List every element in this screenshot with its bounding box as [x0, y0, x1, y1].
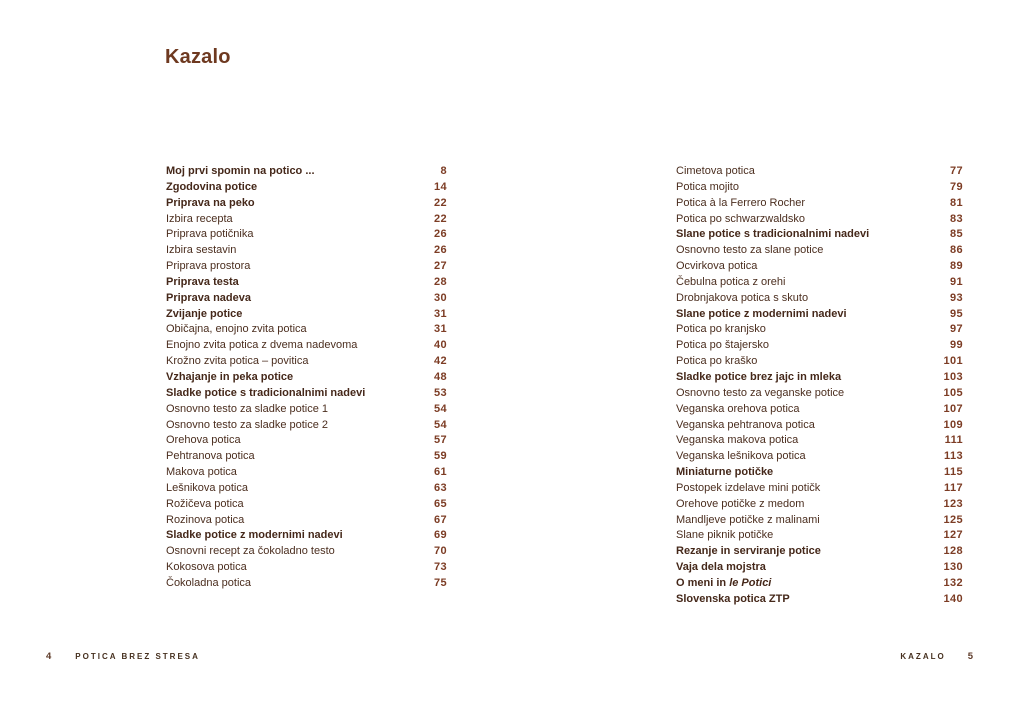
toc-entry-label: Priprava prostora — [166, 260, 251, 273]
toc-entry-page: 117 — [944, 481, 963, 494]
toc-entry-label: Kokosova potica — [166, 561, 247, 574]
toc-entry-page: 93 — [949, 291, 963, 304]
toc-entry-page: 113 — [944, 450, 963, 463]
toc-entry-label: Lešnikova potica — [166, 481, 248, 494]
toc-entry-page: 31 — [433, 307, 447, 320]
toc-entry-label: Ocvirkova potica — [676, 260, 758, 273]
toc-entry — [166, 307, 447, 323]
toc-entry-label: Pehtranova potica — [166, 450, 255, 463]
toc-entry-page: 125 — [943, 513, 963, 526]
toc-entry — [676, 560, 963, 576]
toc-entry-label: Miniaturne potičke — [676, 466, 774, 479]
toc-entry-label: Orehove potičke z medom — [676, 497, 805, 510]
toc-entry — [166, 449, 447, 465]
toc-entry-page: 59 — [433, 450, 447, 463]
toc-entry-label: Osnovno testo za sladke potice 2 — [166, 418, 329, 431]
toc-entry-label: Vaja dela mojstra — [676, 561, 766, 574]
toc-entry-page: 111 — [944, 434, 963, 447]
toc-entry-label: Rezanje in serviranje potice — [676, 545, 821, 558]
toc-entry — [676, 402, 963, 418]
toc-entry-page: 70 — [433, 545, 447, 558]
toc-entry — [676, 338, 963, 354]
toc-entry — [676, 275, 963, 291]
toc-entry-page: 31 — [433, 323, 447, 336]
toc-entry-label-text: O meni in — [676, 576, 730, 589]
toc-entry — [676, 196, 963, 212]
footer-left-running-title: POTICA BREZ STRESA — [75, 652, 200, 661]
toc-entry-page: 22 — [433, 196, 447, 209]
toc-entry-page: 109 — [943, 418, 963, 431]
toc-entry-label: Sladke potice s tradicionalnimi nadevi — [166, 386, 366, 399]
toc-entry-label: Rozinova potica — [166, 513, 245, 526]
toc-entry-page: 105 — [943, 386, 963, 399]
toc-entry — [166, 544, 447, 560]
toc-entry-page: 75 — [433, 576, 447, 589]
toc-entry-label: Moj prvi spomin na potico ... — [166, 165, 315, 177]
toc-entry — [166, 354, 447, 370]
toc-entry-page: 63 — [433, 481, 447, 494]
toc-entry — [166, 560, 447, 576]
toc-entry-page: 86 — [949, 244, 963, 257]
toc-entry — [676, 592, 963, 608]
toc-entry-label: Veganska orehova potica — [676, 402, 800, 415]
toc-entry-label: Priprava nadeva — [166, 291, 251, 304]
toc-entry-page: 103 — [943, 370, 963, 383]
toc-entry-label: Priprava potičnika — [166, 228, 254, 241]
toc-left-column — [166, 164, 447, 592]
toc-entry — [676, 465, 963, 481]
toc-entry — [166, 259, 447, 275]
toc-entry-page: 27 — [433, 260, 447, 273]
toc-entry — [166, 164, 447, 180]
toc-entry-label: Slane potice s tradicionalnimi nadevi — [676, 228, 870, 241]
toc-entry — [676, 243, 963, 259]
toc-entry-page: 14 — [433, 180, 447, 193]
toc-entry-label: Makova potica — [166, 466, 237, 479]
toc-entry — [166, 275, 447, 291]
toc-entry — [676, 576, 963, 592]
toc-entry-page: 95 — [949, 307, 963, 320]
toc-entry — [676, 164, 963, 180]
footer-left — [46, 651, 200, 662]
toc-entry-label: Rožičeva potica — [166, 497, 244, 510]
toc-entry-label: Zvijanje potice — [166, 307, 243, 320]
toc-entry-label: Potica po kraško — [676, 355, 758, 368]
toc-entry — [166, 528, 447, 544]
toc-entry-label: Slane piknik potičke — [676, 529, 774, 542]
toc-entry-label: Cimetova potica — [676, 165, 755, 177]
toc-entry-page: 132 — [943, 576, 963, 589]
toc-entry-page: 26 — [433, 228, 447, 241]
toc-entry — [676, 354, 963, 370]
toc-entry — [166, 180, 447, 196]
toc-entry-page: 30 — [433, 291, 447, 304]
toc-entry-page: 97 — [949, 323, 963, 336]
toc-entry — [676, 259, 963, 275]
toc-entry-page: 89 — [949, 260, 963, 273]
toc-entry — [676, 481, 963, 497]
toc-entry-label: Zgodovina potice — [166, 180, 258, 193]
toc-entry-page: 69 — [433, 529, 447, 542]
footer-right — [900, 651, 973, 662]
toc-entry-page: 115 — [944, 466, 963, 479]
toc-entry-label: Veganska pehtranova potica — [676, 418, 815, 431]
toc-entry — [166, 497, 447, 513]
toc-entry-label: Čokoladna potica — [166, 576, 252, 589]
toc-entry-page: 140 — [943, 592, 963, 605]
toc-entry-page: 99 — [949, 339, 963, 352]
toc-entry — [676, 513, 963, 529]
toc-entry-label: Priprava testa — [166, 275, 239, 288]
toc-entry-label: Slovenska potica ZTP — [676, 592, 790, 605]
toc-entry — [676, 307, 963, 323]
toc-entry-page: 65 — [433, 497, 447, 510]
toc-entry-label: Potica po štajersko — [676, 339, 769, 352]
toc-entry-page: 61 — [433, 466, 447, 479]
toc-entry — [166, 196, 447, 212]
toc-entry-page: 67 — [433, 513, 447, 526]
toc-entry — [676, 386, 963, 402]
toc-entry-label: Postopek izdelave mini potičk — [676, 481, 821, 494]
toc-entry — [676, 227, 963, 243]
toc-entry-label: Potica po schwarzwaldsko — [676, 212, 806, 225]
toc-entry-label: Priprava na peko — [166, 196, 255, 209]
toc-entry-label: Sladke potice brez jajc in mleka — [676, 370, 842, 383]
toc-entry-page: 107 — [943, 402, 963, 415]
toc-entry-page: 123 — [943, 497, 963, 510]
toc-entry — [166, 481, 447, 497]
toc-entry-label: Osnovni recept za čokoladno testo — [166, 545, 335, 558]
toc-entry — [166, 402, 447, 418]
toc-entry-page: 79 — [949, 180, 963, 193]
toc-entry-page: 83 — [949, 212, 963, 225]
toc-entry-label: Slane potice z modernimi nadevi — [676, 307, 847, 320]
toc-entry — [166, 465, 447, 481]
toc-entry — [166, 576, 447, 592]
toc-entry — [166, 322, 447, 338]
toc-entry — [676, 180, 963, 196]
toc-entry-page: 57 — [433, 434, 447, 447]
toc-entry-label: Veganska makova potica — [676, 434, 799, 447]
toc-entry — [166, 227, 447, 243]
toc-entry-page: 77 — [949, 165, 963, 177]
toc-entry-label: Čebulna potica z orehi — [676, 275, 786, 288]
toc-entry-label: Običajna, enojno zvita potica — [166, 323, 307, 336]
toc-entry-label: Enojno zvita potica z dvema nadevoma — [166, 339, 358, 352]
toc-entry-page: 54 — [433, 418, 447, 431]
toc-entry-page: 85 — [949, 228, 963, 241]
toc-entry — [166, 513, 447, 529]
footer-right-running-title: KAZALO — [900, 652, 946, 661]
toc-entry-page: 73 — [433, 561, 447, 574]
toc-entry-page: 8 — [440, 165, 447, 177]
toc-entry-page: 130 — [943, 561, 963, 574]
toc-entry-page: 127 — [943, 529, 963, 542]
toc-entry — [166, 291, 447, 307]
toc-entry-page: 54 — [433, 402, 447, 415]
toc-entry-label: Osnovno testo za veganske potice — [676, 386, 845, 399]
toc-entry — [676, 544, 963, 560]
toc-entry — [676, 418, 963, 434]
toc-entry-label — [676, 576, 771, 592]
toc-entry-label: Sladke potice z modernimi nadevi — [166, 529, 343, 542]
toc-entry-label: Izbira recepta — [166, 212, 233, 225]
toc-entry — [166, 433, 447, 449]
toc-entry — [676, 528, 963, 544]
toc-entry-label: Potica mojito — [676, 180, 739, 193]
toc-entry-label: Krožno zvita potica – povitica — [166, 355, 309, 368]
toc-entry — [166, 338, 447, 354]
toc-entry-page: 42 — [433, 355, 447, 368]
toc-entry-label: Mandljeve potičke z malinami — [676, 513, 820, 526]
toc-entry-page: 101 — [943, 355, 963, 368]
toc-entry-label: Veganska lešnikova potica — [676, 450, 806, 463]
toc-entry-page: 81 — [949, 196, 963, 209]
toc-entry — [166, 386, 447, 402]
toc-entry-page: 40 — [433, 339, 447, 352]
toc-entry-label: Vzhajanje in peka potice — [166, 370, 294, 383]
toc-entry — [676, 433, 963, 449]
toc-entry-label: Izbira sestavin — [166, 244, 237, 257]
toc-entry — [166, 212, 447, 228]
toc-entry-page: 53 — [433, 386, 447, 399]
toc-entry — [676, 449, 963, 465]
page-title: Kazalo — [165, 46, 231, 68]
toc-entry-page: 28 — [433, 275, 447, 288]
toc-entry-label-italic: le Potici — [729, 576, 772, 589]
toc-entry — [676, 322, 963, 338]
toc-entry-page: 91 — [949, 275, 963, 288]
toc-entry — [166, 418, 447, 434]
toc-entry-label: Potica po kranjsko — [676, 323, 766, 336]
toc-entry — [166, 243, 447, 259]
toc-entry — [166, 370, 447, 386]
toc-entry — [676, 370, 963, 386]
toc-entry-label: Osnovno testo za sladke potice 1 — [166, 402, 329, 415]
toc-entry — [676, 291, 963, 307]
toc-entry-page: 128 — [943, 545, 963, 558]
toc-entry-page: 22 — [433, 212, 447, 225]
toc-entry — [676, 497, 963, 513]
toc-entry-page: 26 — [433, 244, 447, 257]
toc-entry-label: Osnovno testo za slane potice — [676, 244, 824, 257]
footer-left-page-number: 4 — [46, 651, 52, 662]
footer-right-page-number: 5 — [967, 651, 973, 662]
toc-entry-label: Drobnjakova potica s skuto — [676, 291, 809, 304]
toc-right-column — [676, 164, 963, 608]
toc-entry-label: Potica à la Ferrero Rocher — [676, 196, 805, 209]
toc-entry — [676, 212, 963, 228]
toc-entry-label: Orehova potica — [166, 434, 241, 447]
toc-entry-page: 48 — [433, 370, 447, 383]
